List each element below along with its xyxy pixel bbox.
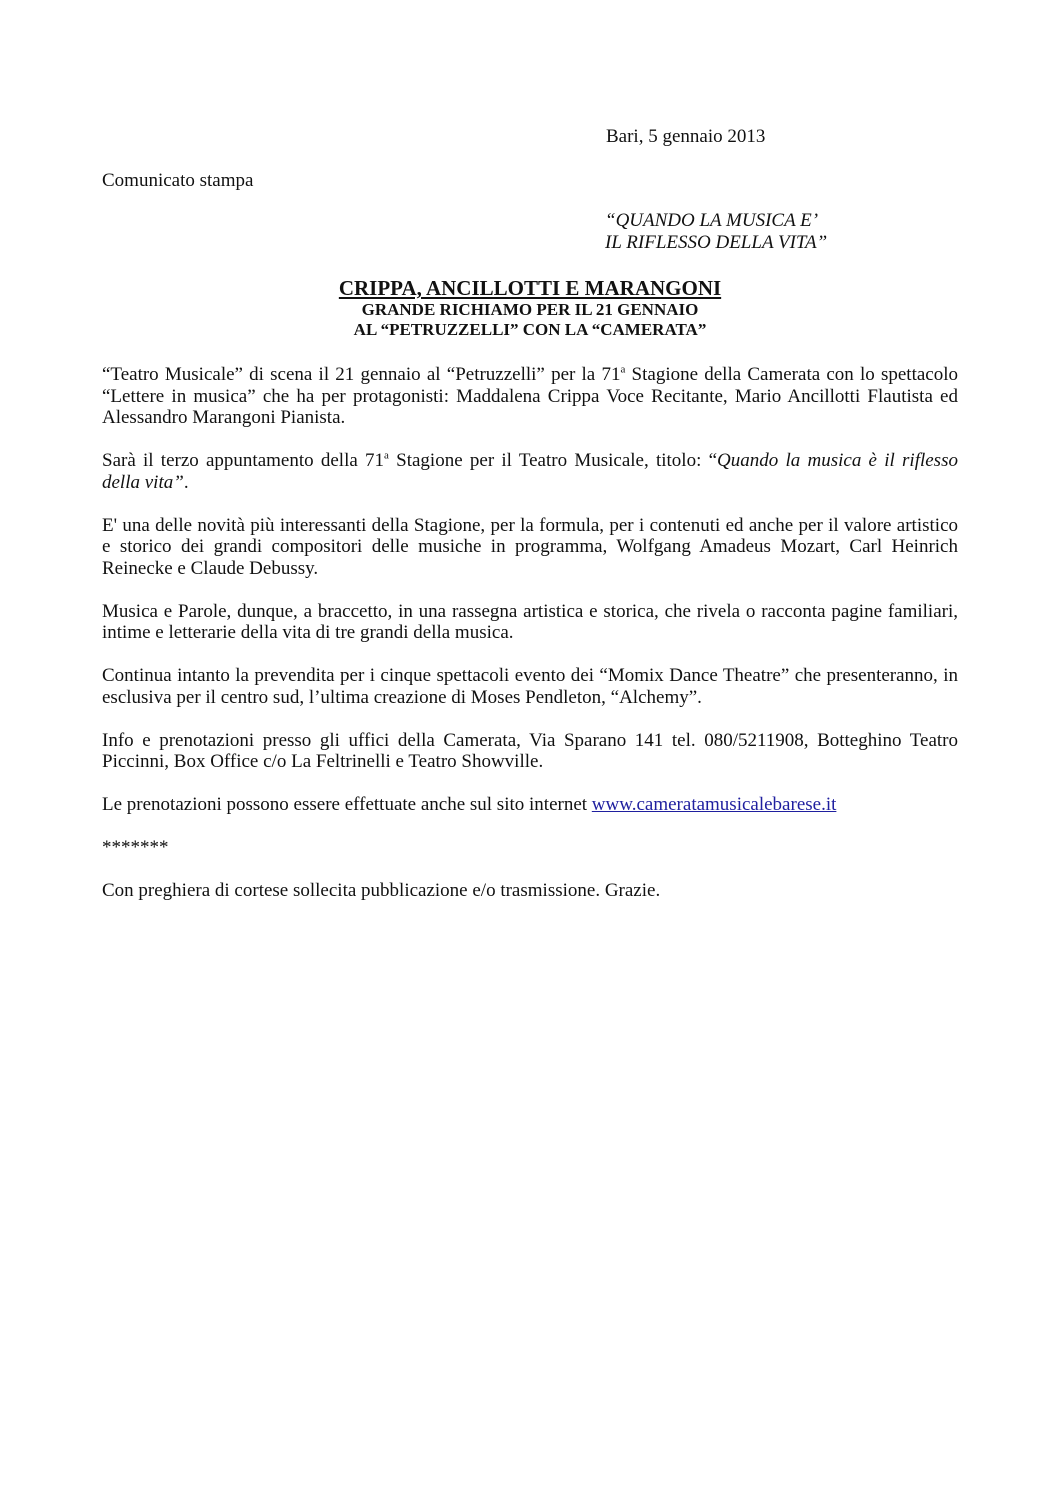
subheadline-2: AL “PETRUZZELLI” CON LA “CAMERATA” [353, 320, 707, 339]
separator: ******* [102, 837, 169, 858]
date-line: Bari, 5 gennaio 2013 [606, 126, 766, 147]
paragraph-4: Musica e Parole, dunque, a braccetto, in una rassegna artistica e storica, che rivela o racconta pagine familiari, intime e letterarie della vita di tre grandi della musica. [102, 600, 958, 643]
motto-line-1: “QUANDO LA MUSICA E’ [605, 210, 819, 231]
headline: CRIPPA, ANCILLOTTI E MARANGONI [338, 276, 722, 300]
paragraph-7-text: Le prenotazioni possono essere effettuate anche sul sito internet [102, 794, 592, 815]
show-title-italic: Quando la musica è il riflesso della vita” [102, 450, 958, 493]
motto-line-2: IL RIFLESSO DELLA VITA” [605, 232, 828, 253]
paragraph-6: Info e prenotazioni presso gli uffici della Camerata, Via Sparano 141 tel. 080/5211908, Botteghino Teatro Piccinni, Box Office c/o La Feltrinelli e Teatro Showville. [102, 729, 958, 772]
closing-line: Con preghiera di cortese sollecita pubblicazione e/o trasmissione. Grazie. [102, 880, 661, 901]
ordinal-superscript: a [620, 363, 626, 376]
paragraph-2-text-b: Stagione per il Teatro Musicale, titolo: “ [388, 450, 718, 471]
subheadline-1: GRANDE RICHIAMO PER IL 21 GENNAIO [361, 300, 699, 319]
paragraph-7 [102, 794, 958, 816]
body-text [102, 364, 958, 923]
ordinal-superscript: a [384, 449, 389, 462]
title-block [102, 276, 958, 340]
paragraph-2 [102, 450, 958, 493]
paragraph-1 [102, 364, 958, 429]
website-link[interactable]: www.cameratamusicalebarese.it [591, 794, 837, 815]
paragraph-1-text-a: “Teatro Musicale” di scena il 21 gennaio al “Petruzzelli” per la 71 [102, 364, 621, 385]
paragraph-2-text-a: Sarà il terzo appuntamento della 71 [102, 450, 385, 471]
paragraph-1-text-b: Stagione della Camerata con lo spettacolo “Lettere in musica” che ha per protagonisti: Maddalena Crippa Voce Recitante, Mario Ancillotti Flautista ed Alessandro Marangoni Pianista. [102, 364, 958, 428]
paragraph-2-text-c: . [183, 471, 189, 493]
paragraph-5: Continua intanto la prevendita per i cinque spettacoli evento dei “Momix Dance Theatre” che presenteranno, in esclusiva per il centro sud, l’ultima creazione di Moses Pendleton, “Alchemy”. [102, 665, 958, 708]
document-kind: Comunicato stampa [102, 170, 254, 191]
paragraph-3: E' una delle novità più interessanti della Stagione, per la formula, per i contenuti ed anche per il valore artistico e storico dei grandi compositori delle musiche in programma, Wolfgang Amadeus Mozart, Carl Heinrich Reinecke e Claude Debussy. [102, 514, 958, 579]
motto [605, 210, 827, 254]
